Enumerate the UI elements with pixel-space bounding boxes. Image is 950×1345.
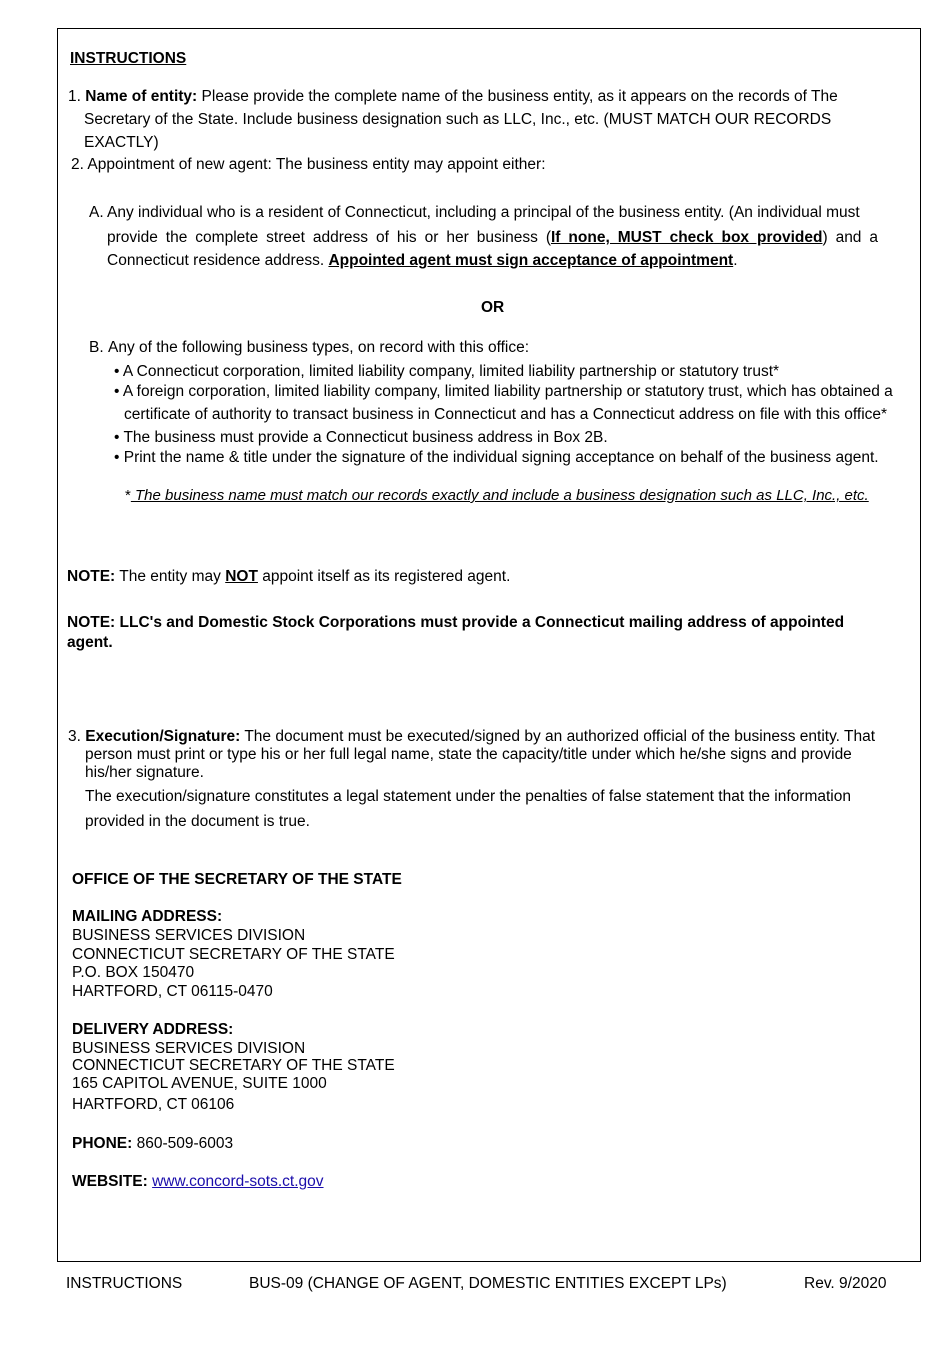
item3-line1: [68, 727, 875, 747]
note-1: [67, 566, 510, 588]
item3-line5: provided in the document is true.: [85, 813, 310, 830]
item2-number: 2.: [71, 156, 84, 173]
delivery-label: DELIVERY ADDRESS:: [72, 1021, 234, 1038]
item3-number: 3.: [68, 728, 81, 745]
note-2-line2: agent.: [67, 634, 113, 651]
item1-label: Name of entity:: [85, 88, 198, 105]
option-b-bullet-2-text: A foreign corporation, limited liability company, limited liability partnership or statutory trust, which has obtained a: [122, 383, 893, 400]
footer-left: INSTRUCTIONS: [66, 1275, 183, 1292]
option-b-bullet-4-text: Print the name & title under the signature of the individual signing acceptance on behalf of the business agent.: [123, 449, 879, 466]
option-a-line3-pre: Connecticut residence address.: [107, 252, 325, 269]
or-label: OR: [481, 299, 505, 316]
option-a-letter: A.: [89, 204, 104, 221]
option-a-checkbox-note: If none, MUST check box provided: [551, 229, 823, 246]
note-1-label: NOTE:: [67, 568, 116, 585]
option-b-footnote: [125, 485, 869, 507]
delivery-line-3: 165 CAPITOL AVENUE, SUITE 1000: [72, 1075, 327, 1092]
option-b-bullet-3: • The business must provide a Connecticut business address in Box 2B.: [114, 429, 608, 446]
option-b-letter: B.: [89, 339, 104, 356]
item1-line1: [68, 86, 838, 108]
website-link[interactable]: www.concord-sots.ct.gov: [152, 1173, 324, 1190]
item2-text: Appointment of new agent: The business entity may appoint either:: [87, 156, 546, 173]
footer-form-id: BUS-09 (CHANGE OF AGENT, DOMESTIC ENTITIES EXCEPT LPs): [249, 1275, 727, 1292]
option-a-line3: [107, 250, 738, 272]
option-b-bullet-4: • Print the name & title under the signature of the individual signing acceptance on behalf of the business agent.: [114, 449, 879, 466]
item1-line2: Secretary of the State. Include business designation such as LLC, Inc., etc. (MUST MATCH OUR RECORDS: [84, 111, 832, 128]
office-title: OFFICE OF THE SECRETARY OF THE STATE: [72, 871, 402, 888]
item3-label: Execution/Signature:: [85, 728, 241, 745]
note-1-pre: The entity may: [119, 568, 221, 585]
instructions-heading: INSTRUCTIONS: [70, 50, 187, 67]
mailing-line-2: CONNECTICUT SECRETARY OF THE STATE: [72, 946, 395, 963]
item3-text1: The document must be executed/signed by an authorized official of the business entity. That: [244, 728, 876, 745]
item1-line3: EXACTLY): [84, 134, 159, 151]
option-b-intro: Any of the following business types, on record with this office:: [108, 339, 530, 356]
delivery-line-4: HARTFORD, CT 06106: [72, 1096, 235, 1113]
footnote-star: *: [125, 487, 131, 504]
footnote-text: The business name must match our records exactly and include a business designation such as LLC, Inc., etc.: [130, 487, 869, 504]
item3-line2: person must print or type his or her full legal name, state the capacity/title under which he/she signs and provide: [85, 746, 852, 763]
mailing-line-1: BUSINESS SERVICES DIVISION: [72, 927, 306, 944]
note-2-line1: NOTE: LLC's and Domestic Stock Corporations must provide a Connecticut mailing address of appointed: [67, 614, 845, 631]
item2-line: [71, 154, 546, 176]
mailing-line-3: P.O. BOX 150470: [72, 964, 195, 981]
website-label: WEBSITE:: [72, 1173, 148, 1190]
mailing-line-4: HARTFORD, CT 06115-0470: [72, 983, 273, 1000]
option-a-line1: Any individual who is a resident of Connecticut, including a principal of the business entity. (An individual must: [107, 204, 860, 221]
option-a-acceptance-note: Appointed agent must sign acceptance of appointment: [328, 252, 734, 269]
option-a-line2-pre: provide the complete street address of his or her business (: [107, 229, 551, 246]
item3-line4: The execution/signature constitutes a legal statement under the penalties of false statement that the information: [85, 788, 851, 805]
note-1-post: appoint itself as its registered agent.: [262, 568, 511, 585]
option-b-bullet-1: • A Connecticut corporation, limited liability company, limited liability partnership or statutory trust*: [114, 363, 780, 380]
note-1-emph: NOT: [225, 568, 258, 585]
option-a-line2-post: ) and a: [822, 229, 879, 246]
option-b-bullet-1-text: A Connecticut corporation, limited liability company, limited liability partnership or statutory trust*: [122, 363, 780, 380]
website-line: [72, 1171, 324, 1193]
option-a-line2: [107, 226, 878, 250]
option-b-bullet-2: • A foreign corporation, limited liability company, limited liability partnership or statutory trust, which has obtained a: [114, 383, 893, 400]
phone-line: [72, 1133, 233, 1155]
item1-text1: Please provide the complete name of the business entity, as it appears on the records of The: [201, 88, 838, 105]
phone-label: PHONE:: [72, 1135, 133, 1152]
item3-line3: his/her signature.: [85, 764, 204, 781]
delivery-line-1: BUSINESS SERVICES DIVISION: [72, 1040, 306, 1057]
delivery-line-2: CONNECTICUT SECRETARY OF THE STATE: [72, 1057, 395, 1074]
option-b-bullet-2-cont: certificate of authority to transact business in Connecticut and has a Connecticut address on file with this office*: [124, 406, 888, 423]
option-b-bullet-3-text: The business must provide a Connecticut business address in Box 2B.: [123, 429, 608, 446]
item1-number: 1.: [68, 88, 81, 105]
phone-number: 860-509-6003: [136, 1135, 234, 1152]
footer-revision: Rev. 9/2020: [804, 1275, 887, 1292]
mailing-label: MAILING ADDRESS:: [72, 908, 223, 925]
option-a-line3-post: .: [733, 252, 738, 269]
